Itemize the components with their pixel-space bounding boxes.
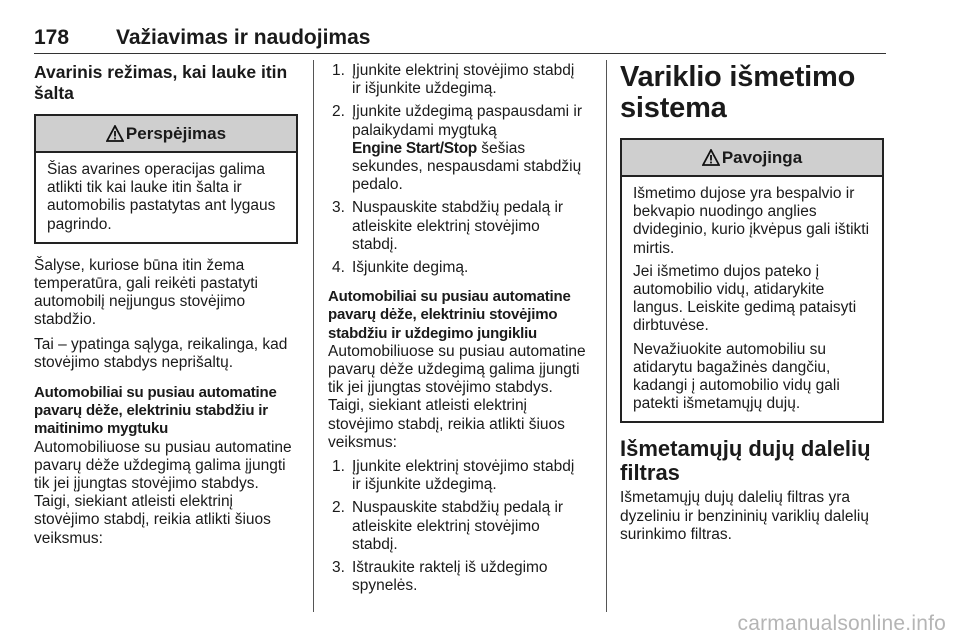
paragraph-instructions-b: Automobiliuose su pusiau automatine pavarų dėže uždegimą galima įjungti tik jei įjungtas stovėjimo stabdys. Taigi, siekiant atleisti elektrinį stovėjimo stabdį, reikia atlikti šiuos veiksmus: [328, 342, 586, 451]
subheading-power-button: Automobiliai su pusiau automatine pavarų dėže, elektriniu stabdžiu ir maitinimo mygtuku [34, 384, 277, 438]
steps-list-b [328, 458, 594, 595]
list-item: 3. Nuspauskite stabdžių pedalą ir atleiskite elektrinį stovėjimo stabdį. [332, 199, 564, 253]
column-divider-1 [313, 60, 314, 612]
watermark: carmanualsonline.info [737, 612, 946, 635]
chapter-title: Važiavimas ir naudojimas [116, 26, 371, 49]
subtitle-particle-filter: Išmetamųjų dujų dalelių filtras [620, 436, 871, 486]
paragraph-condition: Tai – ypatinga sąlyga, reikalinga, kad stovėjimo stabdys neprišaltų. [34, 335, 288, 371]
column-3 [620, 62, 884, 544]
header-divider [34, 53, 886, 54]
warning-triangle-icon [702, 149, 720, 166]
steps-list-a [328, 62, 594, 277]
paragraph-climate: Šalyse, kuriose būna itin žema temperatūra, gali reikėti pastatyti automobilį neįjungus stovėjimo stabdžio. [34, 256, 258, 329]
list-item: 4. Išjunkite degimą. [332, 259, 469, 277]
column-2 [328, 62, 594, 600]
paragraph-particle-filter: Išmetamųjų dujų dalelių filtras yra dyzeliniu ir benzininių variklių dalelių surinkimo filtras. [620, 489, 869, 543]
warning-box-body: Šias avarines operacijas galima atlikti tik kai lauke itin šalta ir automobilis pastatytas ant lygaus pagrindo. [47, 161, 276, 233]
column-1 [34, 62, 298, 548]
warning-box-title: Perspėjimas [36, 116, 296, 153]
list-item: 1. Įjunkite elektrinį stovėjimo stabdį ir išjunkite uždegimą. [332, 458, 575, 494]
danger-box-title: Pavojinga [622, 140, 882, 177]
list-item: 2. Nuspauskite stabdžių pedalą ir atleiskite elektrinį stovėjimo stabdį. [332, 499, 564, 553]
list-item: 3. Ištraukite raktelį iš uždegimo spynelės. [332, 559, 548, 595]
warning-box [34, 114, 298, 244]
button-name-engine-start-stop: Engine Start/Stop [352, 139, 477, 157]
page-number: 178 [34, 26, 70, 49]
danger-box [620, 138, 884, 423]
list-item: 1. Įjunkite elektrinį stovėjimo stabdį ir išjunkite uždegimą. [332, 62, 575, 98]
page-header [34, 22, 886, 52]
subheading-ignition-switch: Automobiliai su pusiau automatine pavarų dėže, elektriniu stovėjimo stabdžiu ir uždegimo jungikliu [328, 288, 571, 342]
column-divider-2 [606, 60, 607, 612]
section-title: Avarinis režimas, kai lauke itin šalta [34, 62, 288, 103]
section-title-exhaust: Variklio išmetimo sistema [620, 61, 856, 124]
warning-triangle-icon [106, 125, 124, 142]
danger-box-body: Išmetimo dujose yra bespalvio ir bekvapio nuodingo anglies dvideginio, kurio įkvėpus gali ištikti mirtis. Jei išmetimo dujos pateko į automobilio vidų, atidarykite langus. Leiskite gedimą pataisyti dirbtuvėse. Nevažiuokite automobiliu su atidarytu bagažinės dangčiu, kadangi į automobilio vidų gali patekti išmetamųjų dujų. [633, 185, 870, 413]
list-item: 2. Įjunkite uždegimą paspausdami ir palaikydami mygtuką Engine Start/Stop šešias sekundes, nespausdami stabdžių pedalo. [332, 103, 583, 194]
paragraph-instructions: Automobiliuose su pusiau automatine pavarų dėže uždegimą galima įjungti tik jei įjungtas stovėjimo stabdys. Taigi, siekiant atleisti elektrinį stovėjimo stabdį, reikia atlikti šiuos veiksmus: [34, 438, 292, 547]
